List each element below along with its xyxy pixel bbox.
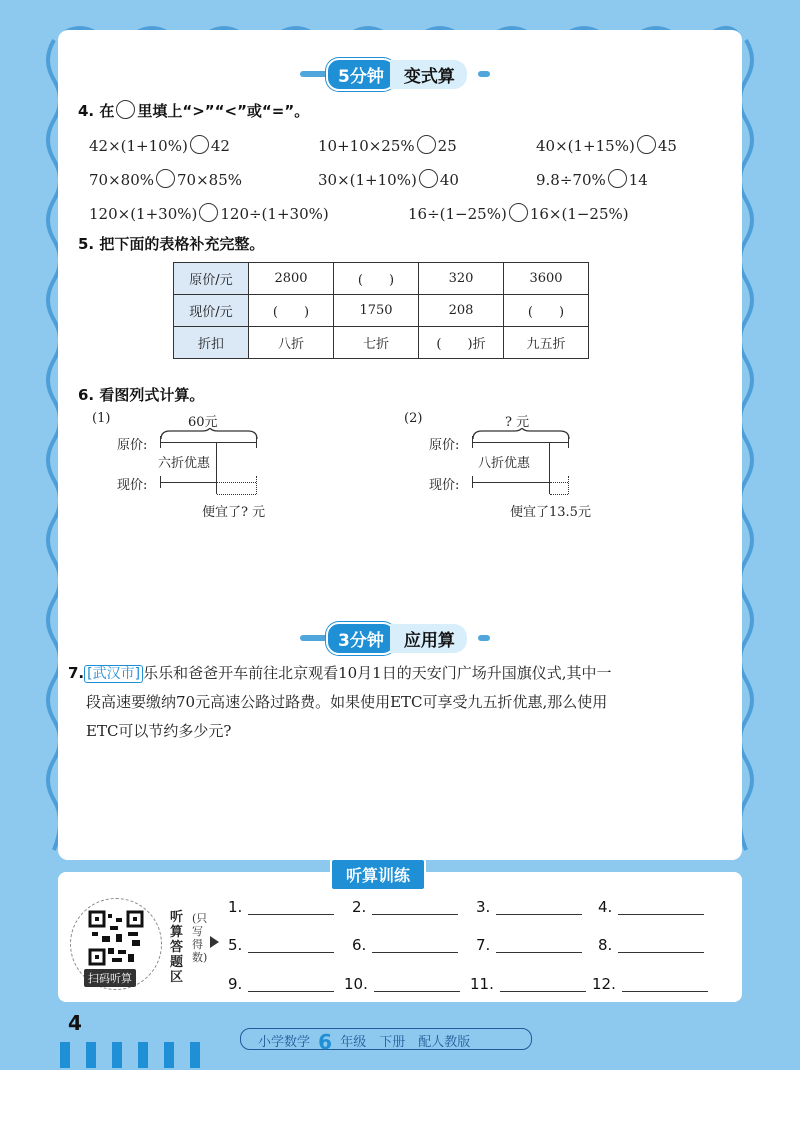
table-row: [174, 327, 589, 359]
answer-circle-icon[interactable]: [419, 169, 438, 188]
listening-title: 听算训练: [330, 858, 426, 891]
play-arrow-icon: [210, 936, 219, 948]
table-cell: 320: [419, 263, 504, 295]
row-header: 现价/元: [174, 295, 249, 327]
table-cell[interactable]: ( ): [249, 295, 334, 327]
diagram-top-label: 60元: [188, 415, 218, 430]
compare-item: 16÷(1−25%) 16×(1−25%): [408, 205, 629, 223]
question-7-line: ETC可以节约多少元?: [86, 722, 232, 740]
compare-item: 120×(1+30%) 120÷(1+30%): [89, 205, 329, 223]
question-5-heading: 5. 把下面的表格补充完整。: [78, 235, 265, 253]
compare-item: 70×80% 70×85%: [89, 171, 242, 189]
section-title: 应用算: [390, 624, 467, 653]
current-label: 现价:: [429, 478, 460, 493]
time-pill: 3分钟: [326, 622, 396, 655]
current-label: 现价:: [117, 478, 148, 493]
discount-label: 六折优惠: [158, 456, 211, 471]
compare-item: 40×(1+15%) 45: [536, 137, 677, 155]
question-7-line: 段高速要缴纳70元高速公路过路费。如果使用ETC可享受九五折优惠,那么使用: [86, 693, 608, 711]
answer-circle-icon[interactable]: [199, 203, 218, 222]
price-table: [173, 262, 589, 359]
answer-blank[interactable]: 8.: [598, 936, 704, 954]
footer-text: 小学数学 6 年级 下册 配人教版: [258, 1030, 471, 1054]
table-cell: 208: [419, 295, 504, 327]
diagram-top-label: ? 元: [505, 415, 530, 430]
answer-circle-icon[interactable]: [509, 203, 528, 222]
qr-label: 扫码听算: [84, 969, 136, 987]
answer-blank[interactable]: 10.: [344, 975, 460, 993]
question-4-heading: 4. 在 里填上“>”“<”或“=”。: [78, 102, 310, 120]
table-cell: 九五折: [504, 327, 589, 359]
answer-circle-icon[interactable]: [156, 169, 175, 188]
answer-blank[interactable]: 3.: [476, 898, 582, 916]
row-header: 原价/元: [174, 263, 249, 295]
table-row: [174, 263, 589, 295]
answer-blank[interactable]: 11.: [470, 975, 586, 993]
answer-blank[interactable]: 7.: [476, 936, 582, 954]
diagram-number: (2): [404, 411, 423, 426]
qr-code-icon[interactable]: [88, 910, 144, 966]
brace-icon: [160, 428, 260, 440]
discount-label: 八折优惠: [478, 456, 531, 471]
question-7-line: 7. [武汉市] 乐乐和爸爸开车前往北京观看10月1日的天安门广场升国旗仪式,其中一: [68, 664, 612, 682]
table-cell: 2800: [249, 263, 334, 295]
compare-item: 9.8÷70% 14: [536, 171, 648, 189]
section-header-variant: [300, 60, 490, 88]
question-6-heading: 6. 看图列式计算。: [78, 386, 205, 404]
answer-circle-icon[interactable]: [190, 135, 209, 154]
answer-circle-icon[interactable]: [417, 135, 436, 154]
table-row: [174, 295, 589, 327]
compare-item: 30×(1+10%) 40: [318, 171, 459, 189]
diagram-bottom-label: 便宜了13.5元: [510, 505, 591, 520]
answer-blank[interactable]: 6.: [352, 936, 458, 954]
time-pill: 5分钟: [326, 58, 396, 91]
answer-circle-icon: [116, 100, 135, 119]
original-label: 原价:: [429, 438, 460, 453]
section-header-application: [300, 624, 490, 652]
compare-item: 42×(1+10%) 42: [89, 137, 230, 155]
answer-blank[interactable]: 4.: [598, 898, 704, 916]
table-cell[interactable]: ( ): [334, 263, 419, 295]
page-number: 4: [68, 1011, 82, 1035]
answer-blank[interactable]: 1.: [228, 898, 334, 916]
diagram-number: (1): [92, 411, 111, 426]
row-header: 折扣: [174, 327, 249, 359]
answer-blank[interactable]: 12.: [592, 975, 708, 993]
original-label: 原价:: [117, 438, 148, 453]
table-cell: 1750: [334, 295, 419, 327]
diagram-bottom-label: 便宜了? 元: [202, 505, 266, 520]
answer-blank[interactable]: 2.: [352, 898, 458, 916]
answer-blank[interactable]: 5.: [228, 936, 334, 954]
answer-area-label: 听算答题区: [170, 910, 184, 985]
answer-note: (只写得数): [192, 912, 208, 964]
table-cell[interactable]: ( ): [504, 295, 589, 327]
region-tag: [武汉市]: [84, 665, 143, 683]
answer-blank[interactable]: 9.: [228, 975, 334, 993]
brace-icon: [472, 428, 572, 440]
table-cell[interactable]: ( )折: [419, 327, 504, 359]
answer-circle-icon[interactable]: [637, 135, 656, 154]
answer-circle-icon[interactable]: [608, 169, 627, 188]
table-cell: 3600: [504, 263, 589, 295]
compare-item: 10+10×25% 25: [318, 137, 457, 155]
section-title: 变式算: [390, 60, 467, 89]
table-cell: 八折: [249, 327, 334, 359]
table-cell: 七折: [334, 327, 419, 359]
